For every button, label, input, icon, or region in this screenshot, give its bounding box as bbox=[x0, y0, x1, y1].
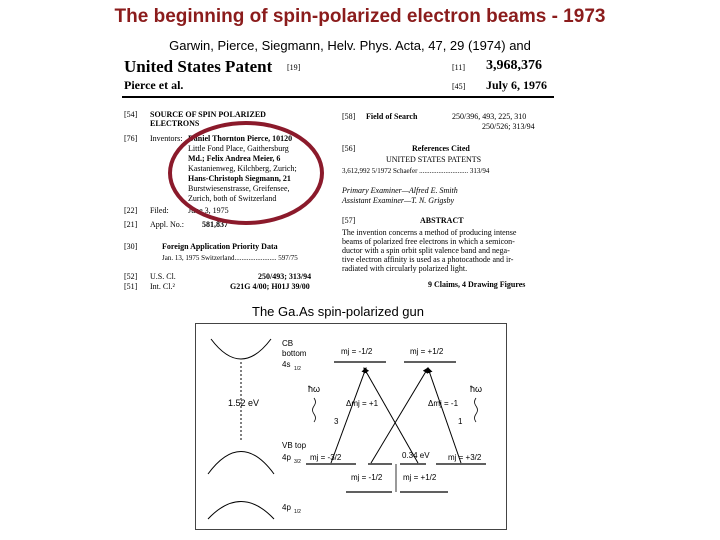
search-tag: [58] bbox=[342, 112, 356, 121]
mj-cb-right: mj = +1/2 bbox=[410, 347, 444, 356]
figure-caption: The Ga.As spin-polarized gun bbox=[252, 304, 424, 319]
title-tag: [54] bbox=[124, 110, 138, 119]
refs-label: References Cited bbox=[412, 144, 470, 153]
photon-right-label: ħω bbox=[470, 384, 483, 394]
ratio-left: 3 bbox=[334, 417, 339, 426]
vb-state: 4p bbox=[282, 453, 291, 462]
search-value-1: 250/396, 493, 225, 310 bbox=[452, 112, 527, 121]
energy-level-diagram bbox=[196, 324, 506, 529]
mj-vb-right: mj = +3/2 bbox=[448, 453, 482, 462]
vb-band-curve bbox=[208, 452, 274, 475]
foreign-tag: [30] bbox=[124, 242, 138, 251]
mj-so-right: mj = +1/2 bbox=[403, 473, 437, 482]
claims: 9 Claims, 4 Drawing Figures bbox=[428, 280, 526, 289]
split-label: 0.34 eV bbox=[402, 451, 430, 460]
patent-number: 3,968,376 bbox=[486, 58, 542, 73]
mj-cb-left: mj = -1/2 bbox=[341, 347, 373, 356]
dmj-right: Δmj = -1 bbox=[428, 399, 459, 408]
cb-state-sub: 1/2 bbox=[294, 366, 301, 372]
slide-title: The beginning of spin-polarized electron beams - 1973 bbox=[114, 6, 606, 27]
foreign-label: Foreign Application Priority Data bbox=[162, 242, 278, 251]
search-label: Field of Search bbox=[366, 112, 418, 121]
cb-band-curve bbox=[211, 339, 271, 359]
transition-right-main bbox=[428, 368, 461, 463]
inventor-line-1: Little Fond Place, Gaithersburg bbox=[188, 144, 289, 153]
refs-sub: UNITED STATES PATENTS bbox=[386, 155, 482, 164]
inventor-line-5: Burstwiesenstrasse, Greifensee, bbox=[188, 184, 290, 193]
primary-examiner: Primary Examiner—Alfred E. Smith bbox=[342, 186, 458, 195]
refs-row: 3,612,992 5/1972 Schaefer ............................ 313/94 bbox=[342, 167, 490, 175]
abstract-tag: [57] bbox=[342, 216, 356, 225]
inventor-line-4: Hans-Christoph Siegmann, 21 bbox=[188, 174, 291, 183]
photon-right-wave bbox=[475, 398, 478, 422]
filed-label: Filed: bbox=[150, 206, 169, 215]
transition-right-minor bbox=[364, 368, 418, 463]
photon-left-wave bbox=[313, 398, 316, 422]
assistant-examiner: Assistant Examiner—T. N. Grigsby bbox=[342, 196, 455, 205]
filed-tag: [22] bbox=[124, 206, 138, 215]
uscl-tag: [52] bbox=[124, 272, 138, 281]
cb-label-1: CB bbox=[282, 339, 294, 348]
patent-date: July 6, 1976 bbox=[486, 78, 548, 92]
energy-level-figure bbox=[195, 323, 507, 530]
slide-subtitle: Garwin, Pierce, Siegmann, Helv. Phys. Acta, 47, 29 (1974) and bbox=[169, 38, 531, 53]
vb-state-sub: 3/2 bbox=[294, 459, 301, 465]
patent-number-tag: [11] bbox=[452, 63, 466, 72]
gap-label: 1.52 eV bbox=[228, 398, 260, 408]
inventor-line-0: Daniel Thornton Pierce, 10120 bbox=[188, 134, 293, 143]
patent-inventor-line: Pierce et al. bbox=[124, 78, 184, 92]
so-band-curve bbox=[208, 502, 274, 520]
photon-left-label: ħω bbox=[308, 384, 321, 394]
ratio-right: 1 bbox=[458, 417, 463, 426]
patent-date-tag: [45] bbox=[452, 82, 466, 91]
appl-tag: [21] bbox=[124, 220, 138, 229]
so-state-sub: 1/2 bbox=[294, 509, 301, 515]
filed-value: June 3, 1975 bbox=[188, 206, 229, 215]
intcl-label: Int. Cl.² bbox=[150, 282, 175, 291]
patent-title: SOURCE OF SPIN POLARIZED ELECTRONS bbox=[150, 110, 266, 128]
inventor-line-3: Kastanienweg, Kilchberg, Zurich; bbox=[188, 164, 297, 173]
uscl-value: 250/493; 313/94 bbox=[258, 272, 312, 281]
highlight-circle bbox=[166, 120, 326, 226]
patent-header-code: [19] bbox=[287, 63, 301, 72]
abstract-line-1: beams of polarized free electrons in which a semicon- bbox=[342, 237, 515, 246]
vb-label-1: VB top bbox=[282, 441, 307, 450]
patent-excerpt bbox=[122, 54, 554, 294]
search-value-2: 250/526; 313/94 bbox=[482, 122, 535, 131]
appl-label: Appl. No.: bbox=[150, 220, 184, 229]
uscl-label: U.S. Cl. bbox=[150, 272, 176, 281]
transition-left-main bbox=[331, 368, 366, 463]
patent-divider bbox=[122, 96, 554, 98]
inventor-line-2: Md.; Felix Andrea Meier, 6 bbox=[188, 154, 281, 163]
so-state: 4p bbox=[282, 503, 291, 512]
inventor-line-6: Zurich, both of Switzerland bbox=[188, 194, 277, 203]
intcl-tag: [51] bbox=[124, 282, 138, 291]
foreign-row: Jan. 13, 1975 Switzerland........................ 597/75 bbox=[162, 254, 298, 262]
mj-so-left: mj = -1/2 bbox=[351, 473, 383, 482]
cb-label-2: bottom bbox=[282, 349, 307, 358]
abstract-line-4: radiated with circularly polarized light. bbox=[342, 264, 468, 273]
transition-left-minor bbox=[371, 368, 428, 463]
patent-header-title: United States Patent bbox=[124, 57, 273, 76]
abstract-label: ABSTRACT bbox=[420, 216, 464, 225]
refs-tag: [56] bbox=[342, 144, 356, 153]
abstract-line-0: The invention concerns a method of producing intense bbox=[342, 228, 517, 237]
intcl-value: G21G 4/00; H01J 39/00 bbox=[230, 282, 310, 291]
inventors-label: Inventors: bbox=[150, 134, 183, 143]
abstract-line-3: tive electron affinity is used as a photocathode and ir- bbox=[342, 255, 514, 264]
dmj-left: Δmj = +1 bbox=[346, 399, 379, 408]
cb-state: 4s bbox=[282, 360, 291, 369]
mj-vb-left: mj = -3/2 bbox=[310, 453, 342, 462]
abstract-line-2: ductor with a spin orbit split valence band and nega- bbox=[342, 246, 510, 255]
appl-value: 581,837 bbox=[202, 220, 228, 229]
inventors-tag: [76] bbox=[124, 134, 138, 143]
